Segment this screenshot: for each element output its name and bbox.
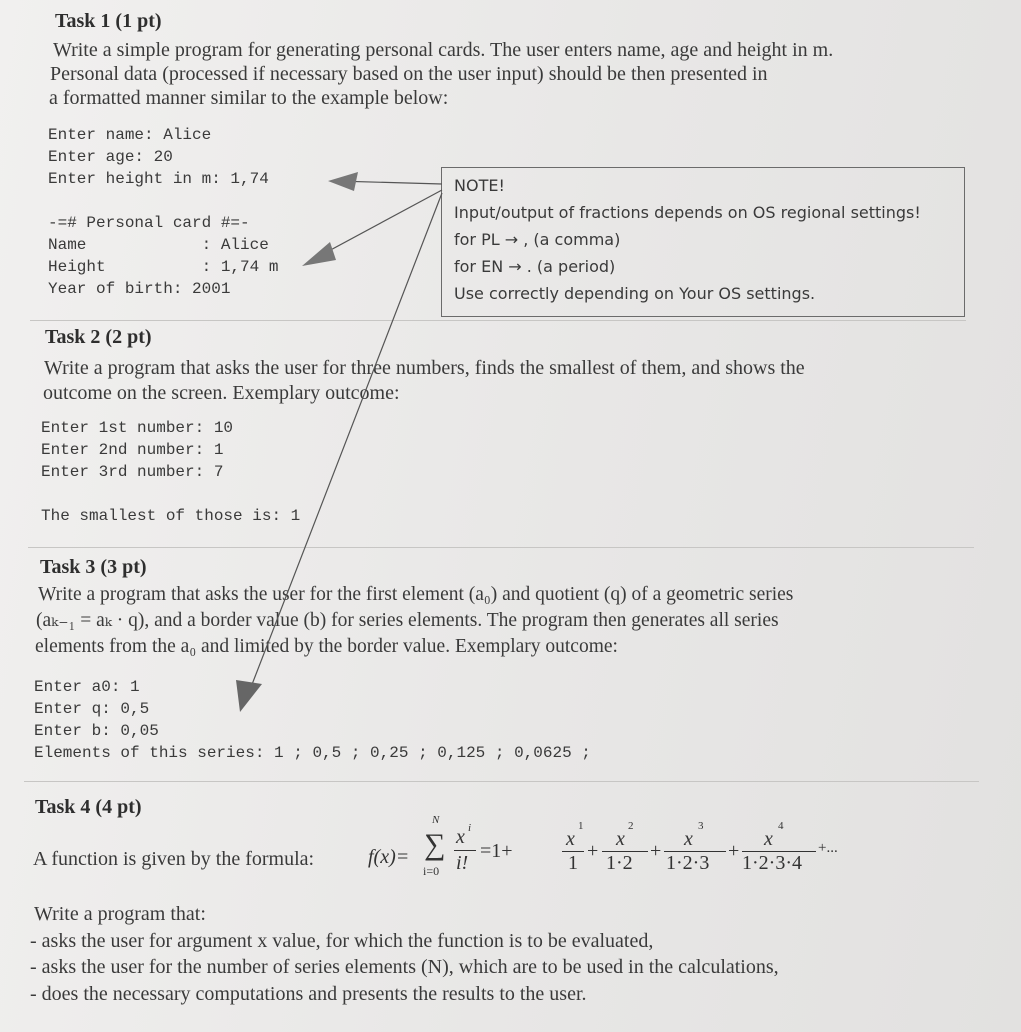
formula-t1-superscript: 1 (578, 820, 584, 832)
formula-sum-upper: N (432, 814, 440, 826)
formula-sum-lower: i=0 (423, 864, 440, 878)
task1-example-line: Year of birth: 2001 (48, 280, 231, 298)
task4-bullet: - asks the user for the number of series elements (N), which are to be used in the calculations, (30, 956, 779, 978)
task2-heading: Task 2 (2 pt) (45, 326, 152, 348)
task1-heading: Task 1 (1 pt) (55, 10, 162, 32)
formula-t2-denominator: 1·2 (606, 852, 633, 874)
task1-description-line2: Personal data (processed if necessary based on the user input) should be then presented in (50, 63, 768, 85)
task4-formula-lead: A function is given by the formula: (33, 848, 315, 870)
formula-equals: =1+ (480, 840, 513, 862)
task3-description-line3: elements from the a₀ and limited by the border value. Exemplary outcome: (35, 636, 618, 657)
task3-description-line1: Write a program that asks the user for the first element (a₀) and quotient (q) of a geometric series (38, 584, 794, 605)
task1-example-line: Enter age: 20 (48, 148, 173, 166)
task3-example-line: Enter q: 0,5 (34, 700, 150, 718)
formula-t4-superscript: 4 (778, 820, 784, 832)
task4-bullet: - asks the user for argument x value, for which the function is to be evaluated, (30, 930, 654, 952)
task2-example-line: Enter 1st number: 10 (41, 419, 234, 437)
task1-example-line: Enter name: Alice (48, 126, 212, 144)
formula-plus: + (728, 840, 740, 862)
arrowhead-icon (302, 242, 336, 266)
formula-t4-denominator: 1·2·3·4 (742, 852, 802, 874)
note-title: NOTE! (454, 176, 505, 195)
task3-heading: Task 3 (3 pt) (40, 556, 147, 578)
task2-description-line2: outcome on the screen. Exemplary outcome: (43, 382, 400, 404)
formula-term-numerator: x (456, 826, 465, 848)
formula-t2-superscript: 2 (628, 820, 634, 832)
task1-example-line: -=# Personal card #=- (48, 214, 250, 232)
task3-example-line: Elements of this series: 1 ; 0,5 ; 0,25 ; 0,125 ; 0,0625 ; (34, 744, 591, 762)
formula-t3-denominator: 1·2·3 (666, 852, 710, 874)
formula-t3-superscript: 3 (698, 820, 704, 832)
task1-description-line1: Write a simple program for generating personal cards. The user enters name, age and height in m. (53, 39, 834, 61)
task1-example-line: Height : 1,74 m (48, 258, 279, 276)
task4-intro: Write a program that: (34, 903, 206, 925)
formula-t1-numerator: x (566, 828, 575, 850)
formula-sigma: ∑ (424, 828, 446, 861)
task2-example-line: Enter 3rd number: 7 (41, 463, 224, 481)
task3-example-line: Enter b: 0,05 (34, 722, 159, 740)
note-line: for PL → , (a comma) (454, 230, 621, 249)
task3-example-line: Enter a0: 1 (34, 678, 140, 696)
formula-t4-numerator: x (764, 828, 773, 850)
formula-term-superscript: i (468, 822, 472, 834)
task2-example-line: The smallest of those is: 1 (41, 507, 301, 525)
formula-plus: + (587, 840, 599, 862)
formula-t3-numerator: x (684, 828, 693, 850)
arrowhead-icon (236, 680, 262, 712)
formula-tail: +... (818, 840, 838, 856)
note-line: Use correctly depending on Your OS settings. (454, 284, 816, 303)
arrow-line (246, 193, 442, 700)
task3-description-line2: (aₖ₋₁ = aₖ · q), and a border value (b) for series elements. The program then generates all series (36, 610, 779, 631)
task1-description-line3: a formatted manner similar to the example below: (49, 87, 449, 109)
task2-example-line: Enter 2nd number: 1 (41, 441, 224, 459)
formula-plus: + (650, 840, 662, 862)
formula-t1-denominator: 1 (568, 852, 578, 874)
task1-example-line: Enter height in m: 1,74 (48, 170, 269, 188)
task2-description-line1: Write a program that asks the user for three numbers, finds the smallest of them, and shows the (44, 357, 805, 379)
formula-t2-numerator: x (616, 828, 625, 850)
note-line: for EN → . (a period) (454, 257, 616, 276)
task1-example-line: Name : Alice (48, 236, 269, 254)
task4-bullet: - does the necessary computations and presents the results to the user. (30, 983, 587, 1005)
arrowhead-icon (328, 172, 358, 191)
task4-heading: Task 4 (4 pt) (35, 796, 142, 818)
note-line: Input/output of fractions depends on OS regional settings! (454, 203, 921, 222)
formula-lhs: f(x)= (368, 846, 410, 868)
formula-term-denominator: i! (456, 852, 469, 874)
